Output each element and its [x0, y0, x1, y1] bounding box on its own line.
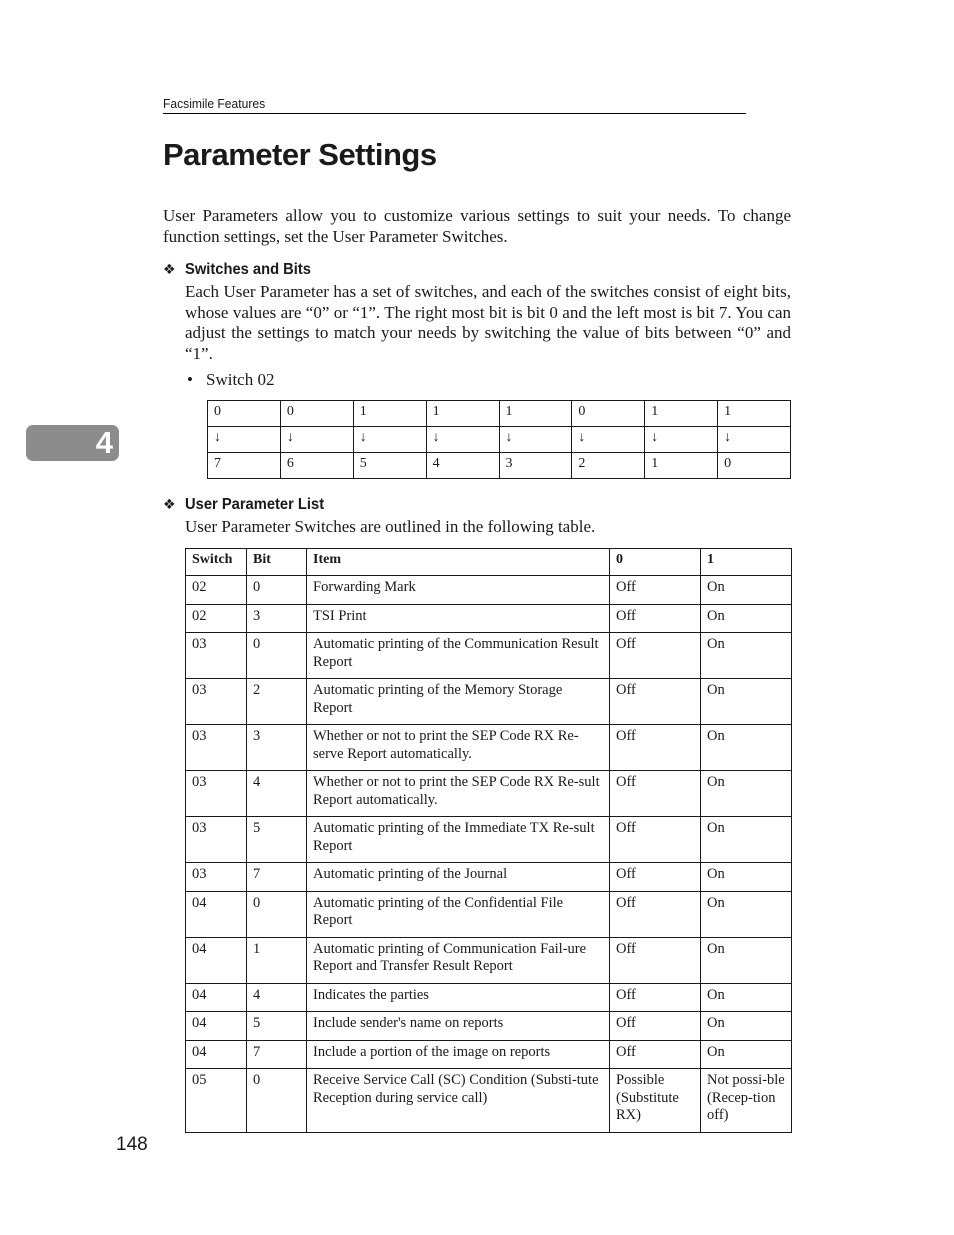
- bits-cell: 5: [353, 453, 426, 479]
- table-cell: 02: [186, 604, 247, 633]
- table-row: [186, 771, 792, 817]
- bits-cell: 0: [280, 401, 353, 427]
- table-cell: 05: [186, 1069, 247, 1133]
- table-cell: 0: [247, 1069, 307, 1133]
- user-parameter-table: [185, 548, 792, 1133]
- table-cell: 03: [186, 725, 247, 771]
- bits-cell: 0: [718, 453, 791, 479]
- table-cell: On: [701, 725, 792, 771]
- table-cell: Off: [610, 891, 701, 937]
- table-cell: On: [701, 1012, 792, 1041]
- table-cell: Off: [610, 725, 701, 771]
- table-cell: 04: [186, 891, 247, 937]
- bits-cell: ↓: [718, 427, 791, 453]
- table-cell: Off: [610, 863, 701, 892]
- table-cell: Off: [610, 604, 701, 633]
- table-row: [186, 1040, 792, 1069]
- column-header: Item: [307, 549, 610, 576]
- table-row: [186, 1012, 792, 1041]
- column-header: Switch: [186, 549, 247, 576]
- table-cell: Off: [610, 576, 701, 605]
- table-cell: 02: [186, 576, 247, 605]
- table-cell: 7: [247, 1040, 307, 1069]
- switch-bits-table: [207, 400, 791, 479]
- table-cell: 1: [247, 937, 307, 983]
- table-cell: Automatic printing of Communication Fail-ure Report and Transfer Result Report: [307, 937, 610, 983]
- bits-cell: ↓: [353, 427, 426, 453]
- bits-cell: 1: [426, 401, 499, 427]
- table-cell: TSI Print: [307, 604, 610, 633]
- bits-cell: 6: [280, 453, 353, 479]
- table-cell: Automatic printing of the Confidential File Report: [307, 891, 610, 937]
- table-cell: Off: [610, 633, 701, 679]
- table-cell: 7: [247, 863, 307, 892]
- bits-cell: ↓: [208, 427, 281, 453]
- table-cell: 4: [247, 983, 307, 1012]
- table-cell: Off: [610, 983, 701, 1012]
- switch-bullet-label: Switch 02: [206, 370, 275, 389]
- bits-cell: ↓: [645, 427, 718, 453]
- table-cell: 03: [186, 633, 247, 679]
- chapter-tab: [26, 425, 119, 461]
- table-cell: On: [701, 863, 792, 892]
- table-cell: Automatic printing of the Immediate TX Re-sult Report: [307, 817, 610, 863]
- table-cell: On: [701, 771, 792, 817]
- bits-cell: 0: [572, 401, 645, 427]
- table-row: [186, 817, 792, 863]
- table-cell: On: [701, 576, 792, 605]
- table-cell: 03: [186, 679, 247, 725]
- bits-row: [208, 453, 791, 479]
- table-cell: Possible (Substitute RX): [610, 1069, 701, 1133]
- page-number: 148: [116, 1134, 148, 1155]
- diamond-bullet-icon: ❖: [163, 261, 176, 277]
- table-row: [186, 633, 792, 679]
- table-cell: Off: [610, 937, 701, 983]
- table-cell: 0: [247, 633, 307, 679]
- table-row: [186, 604, 792, 633]
- table-cell: Automatic printing of the Memory Storage Report: [307, 679, 610, 725]
- table-cell: Receive Service Call (SC) Condition (Substi-tute Reception during service call): [307, 1069, 610, 1133]
- list-heading-label: User Parameter List: [185, 496, 325, 513]
- bits-row: [208, 427, 791, 453]
- table-cell: 03: [186, 817, 247, 863]
- table-cell: 0: [247, 891, 307, 937]
- table-cell: On: [701, 1040, 792, 1069]
- user-parameter-list-heading: [163, 496, 336, 514]
- table-row: [186, 576, 792, 605]
- table-cell: 04: [186, 1012, 247, 1041]
- bits-cell: ↓: [499, 427, 572, 453]
- diamond-bullet-icon: ❖: [163, 496, 176, 512]
- table-cell: 2: [247, 679, 307, 725]
- column-header: 1: [701, 549, 792, 576]
- bits-cell: 3: [499, 453, 572, 479]
- table-cell: 3: [247, 725, 307, 771]
- table-cell: 4: [247, 771, 307, 817]
- table-cell: Forwarding Mark: [307, 576, 610, 605]
- intro-paragraph: User Parameters allow you to customize various settings to suit your needs. To change function settings, set the User Parameter Switches.: [163, 206, 791, 246]
- table-cell: 3: [247, 604, 307, 633]
- table-cell: Automatic printing of the Communication Result Report: [307, 633, 610, 679]
- running-header: Facsimile Features: [163, 96, 746, 114]
- table-cell: On: [701, 817, 792, 863]
- table-cell: Whether or not to print the SEP Code RX Re-sult Report automatically.: [307, 771, 610, 817]
- bits-cell: ↓: [426, 427, 499, 453]
- bits-cell: ↓: [280, 427, 353, 453]
- table-cell: Off: [610, 1012, 701, 1041]
- bits-cell: 1: [645, 401, 718, 427]
- table-cell: Off: [610, 679, 701, 725]
- table-cell: On: [701, 633, 792, 679]
- table-cell: Include sender's name on reports: [307, 1012, 610, 1041]
- table-cell: Off: [610, 1040, 701, 1069]
- table-cell: 04: [186, 1040, 247, 1069]
- bits-cell: 1: [645, 453, 718, 479]
- table-header-row: [186, 549, 792, 576]
- table-cell: Not possi-ble (Recep-tion off): [701, 1069, 792, 1133]
- table-cell: Whether or not to print the SEP Code RX Re-serve Report automatically.: [307, 725, 610, 771]
- bits-cell: 1: [353, 401, 426, 427]
- table-cell: Indicates the parties: [307, 983, 610, 1012]
- table-row: [186, 1069, 792, 1133]
- table-cell: Include a portion of the image on reports: [307, 1040, 610, 1069]
- table-cell: On: [701, 604, 792, 633]
- table-cell: 03: [186, 863, 247, 892]
- switch-bullet-item: [187, 370, 274, 390]
- table-cell: On: [701, 983, 792, 1012]
- table-row: [186, 725, 792, 771]
- table-cell: On: [701, 937, 792, 983]
- bits-row: [208, 401, 791, 427]
- page-title: Parameter Settings: [163, 137, 437, 172]
- table-cell: Off: [610, 817, 701, 863]
- bits-cell: 1: [718, 401, 791, 427]
- table-cell: 5: [247, 817, 307, 863]
- bits-cell: ↓: [572, 427, 645, 453]
- switches-and-bits-heading: [163, 261, 322, 279]
- table-cell: 04: [186, 937, 247, 983]
- bits-cell: 2: [572, 453, 645, 479]
- table-row: [186, 863, 792, 892]
- bits-cell: 4: [426, 453, 499, 479]
- bits-cell: 0: [208, 401, 281, 427]
- switches-heading-label: Switches and Bits: [185, 261, 311, 278]
- table-cell: 5: [247, 1012, 307, 1041]
- table-row: [186, 937, 792, 983]
- bullet-dot-icon: •: [187, 370, 193, 389]
- table-cell: Automatic printing of the Journal: [307, 863, 610, 892]
- table-cell: On: [701, 679, 792, 725]
- switches-description: Each User Parameter has a set of switches, and each of the switches consist of eight bits, whose values are “0” or “1”. The right most bit is bit 0 and the left most is bit 7. You can adjust the settings to match your needs by switching the value of bits between “0” and “1”.: [185, 282, 791, 363]
- table-row: [186, 983, 792, 1012]
- bits-cell: 1: [499, 401, 572, 427]
- table-row: [186, 891, 792, 937]
- table-cell: Off: [610, 771, 701, 817]
- table-cell: 03: [186, 771, 247, 817]
- bits-cell: 7: [208, 453, 281, 479]
- table-cell: 04: [186, 983, 247, 1012]
- chapter-tab-number: 4: [95, 425, 113, 460]
- list-description: User Parameter Switches are outlined in the following table.: [185, 517, 596, 536]
- table-cell: On: [701, 891, 792, 937]
- column-header: Bit: [247, 549, 307, 576]
- table-cell: 0: [247, 576, 307, 605]
- column-header: 0: [610, 549, 701, 576]
- table-row: [186, 679, 792, 725]
